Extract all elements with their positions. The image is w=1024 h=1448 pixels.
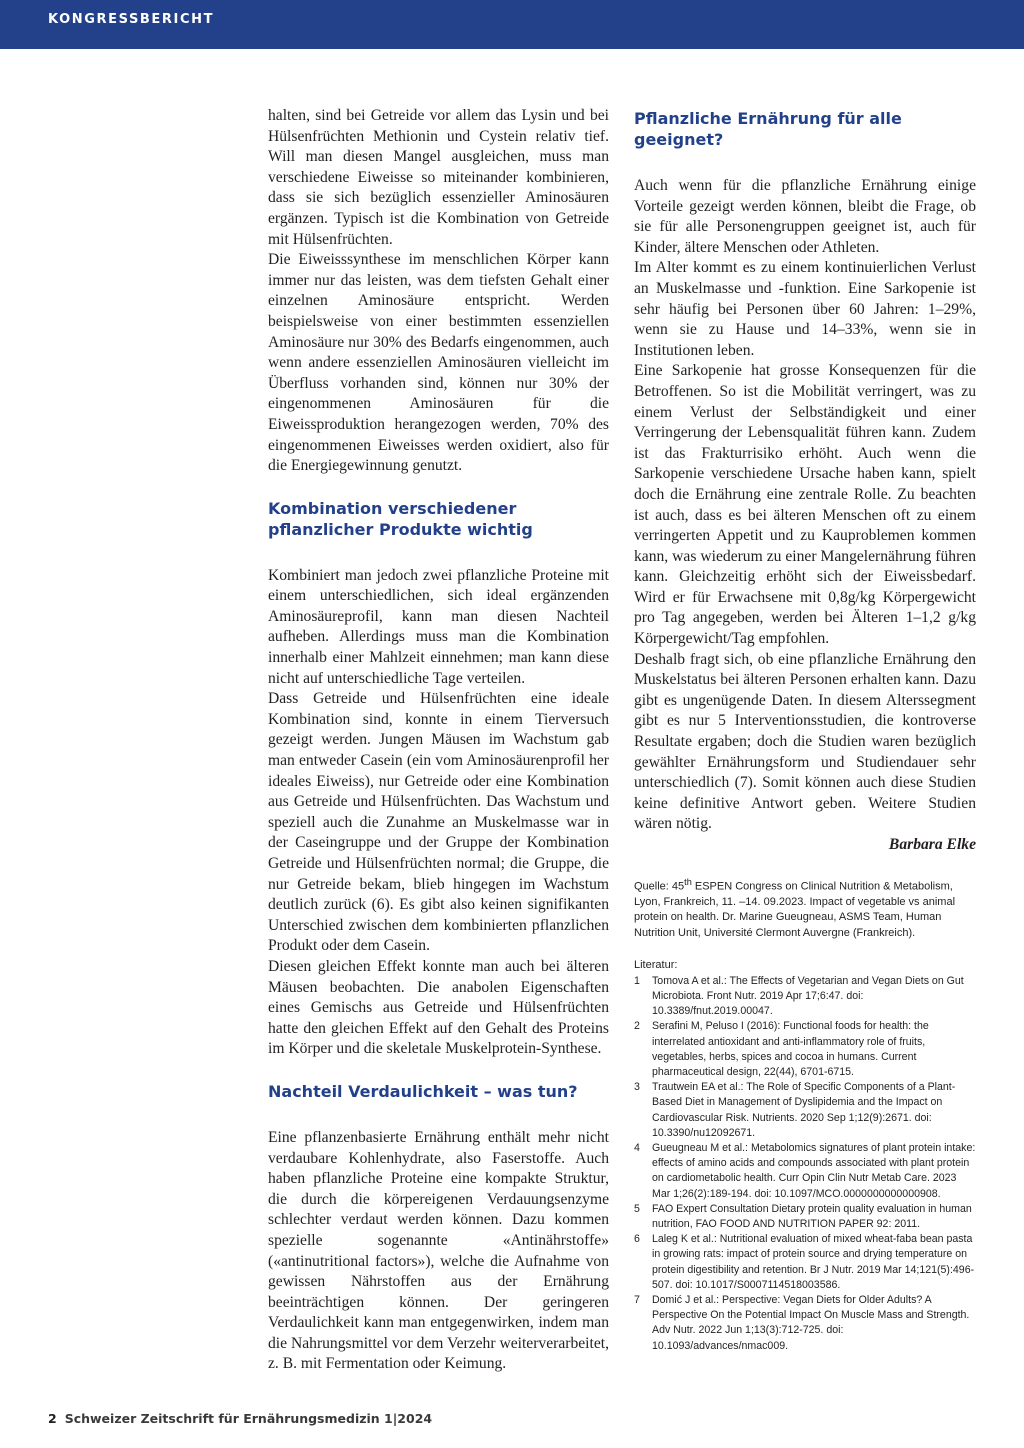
reference-text: Domić J et al.: Perspective: Vegan Diets for Older Adults? A Perspective On the Potential Impact On Muscle Mass and Strength. Adv Nutr. 2022 Jun 1;13(3):712-725. doi: 10.1093/advances/nmac009. <box>652 1294 970 1352</box>
source-prefix: Quelle: 45 <box>634 880 685 893</box>
reference-text: Serafini M, Peluso I (2016): Functional foods for health: the interrelated antioxidant and anti-inflammatory role of fruits, vegetables, herbs, spices and cocoa in humans. Current pharmaceutical design, 22(44), 6701-6715. <box>652 1020 929 1078</box>
source-text: ESPEN Congress on Clinical Nutrition & Metabolism, Lyon, Frankreich, 11. –14. 09.2023. Impact of vegetable vs animal protein on health. Dr. Marine Gueugneau, ASMS Team, Human Nutrition Unit, Université Clermont Auvergne (Frankreich). <box>634 880 956 939</box>
reference-text: Trautwein EA et al.: The Role of Specific Components of a Plant-Based Diet in Management of Dyslipidemia and the Impact on Cardiovascular Risk. Nutrients. 2020 Sep 1;12(9):2671. doi: 10.3390/nu12092671. <box>652 1081 956 1139</box>
reference-number: 7 <box>634 1294 640 1307</box>
body-paragraph: Kombiniert man jedoch zwei pflanzliche Proteine mit einem unterschiedlichen, sich ideal ergänzenden Aminosäureprofil, kann man diesen Nachteil aufheben. Allerdings muss man die Kombination innerhalb einer Mahlzeit einnehmen; man kann diese nicht auf unterschiedliche Tage verteilen. <box>268 566 609 687</box>
author-name: Barbara Elke <box>888 836 976 853</box>
body-paragraph: Dass Getreide und Hülsenfrüchten eine ideale Kombination sind, konnte in einem Tierversuch gezeigt werden. Jungen Mäusen im Wachstum gab man entweder Casein (ein vom Aminosäurenprofil her ideales Eiweiss), nur Getreide oder eine Kombination aus Getreide und Hülsenfrüchten. Das Wachstum und speziell auch die Zunahme an Muskelmasse war in der Caseingruppe und der Gruppe der Kombination Getreide und Hülsenfrüchten normal; die Gruppe, die nur Getreide bekam, blieb hingegen im Wachstum deutlich zurück (6). Es gibt also keinen signifikanten Unterschied zwischen dem kombinierten pflanzlichen Produkt oder dem Casein. <box>268 690 609 955</box>
reference-number: 3 <box>634 1081 640 1094</box>
reference-item <box>634 974 976 1020</box>
body-paragraph: Im Alter kommt es zu einem kontinuierlichen Verlust an Muskelmasse und -funktion. Eine Sarkopenie ist sehr häufig bei Personen über 60 Jahren: 1–29%, wenn sie zu Hause und 14–33%, wenn sie in Institutionen leben. <box>634 259 976 359</box>
reference-text: Laleg K et al.: Nutritional evaluation of mixed wheat-faba bean pasta in growing rats: impact of protein source and drying temperature on protein digestibility and retention. Br J Nutr. 2019 Mar 14;121(5):496-507. doi: 10.1017/S0007114518003586. <box>652 1233 975 1291</box>
header-bar <box>0 0 1024 49</box>
references-title: Literatur: <box>634 959 678 972</box>
reference-text: Gueugneau M et al.: Metabolomics signatures of plant protein intake: effects of amino acids and compounds associated with plant protein on cardiometabolic health. Curr Opin Clin Nutr Metab Care. 2023 Mar 1;26(2):189-194. doi: 10.1097/MCO.0000000000000908. <box>652 1141 976 1200</box>
reference-number: 1 <box>634 974 640 987</box>
reference-item <box>634 1019 976 1080</box>
section-heading: Pflanzliche Ernährung für alle geeignet? <box>634 109 902 149</box>
reference-text: Tomova A et al.: The Effects of Vegetarian and Vegan Diets on Gut Microbiota. Front Nutr. 2019 Apr 17;6:47. doi: 10.3389/fnut.2019.00047. <box>652 974 964 1018</box>
source-note <box>634 875 976 942</box>
journal-title: Schweizer Zeitschrift für Ernährungsmedizin 1|2024 <box>64 1411 433 1426</box>
reference-text: FAO Expert Consultation Dietary protein quality evaluation in human nutrition, FAO FOOD AND NUTRITION PAPER 92: 2011. <box>652 1202 972 1230</box>
page-number: 2 <box>48 1411 57 1426</box>
section-heading: Nachteil Verdaulichkeit – was tun? <box>268 1081 578 1101</box>
reference-item <box>634 1232 976 1293</box>
source-sup: th <box>684 876 692 887</box>
body-paragraph: halten, sind bei Getreide vor allem das Lysin und bei Hülsenfrüchten Methionin und Cystein relativ tief. Will man diesen Mangel ausgleichen, muss man verschiedene Eiweisse so miteinander kombinieren, dass sie sich bezüglich essenzieller Aminosäuren ergänzen. Typisch ist die Kombination von Getreide mit Hülsenfrüchten. <box>268 107 609 248</box>
section-label: KONGRESSBERICHT <box>48 12 215 27</box>
reference-list <box>634 974 976 1354</box>
reference-number: 6 <box>634 1233 640 1246</box>
reference-number: 4 <box>634 1141 640 1154</box>
section-heading: Kombination verschiedener pflanzlicher Produkte wichtig <box>268 498 533 539</box>
reference-number: 5 <box>634 1202 640 1215</box>
reference-item <box>634 1293 976 1354</box>
reference-item <box>634 1080 976 1141</box>
page-footer <box>48 1411 432 1426</box>
right-column <box>634 106 976 1354</box>
body-paragraph: Diesen gleichen Effekt konnte man auch bei älteren Mäusen beobachten. Die anabolen Eigenschaften eines Gemischs aus Getreide und Hülsenfrüchten hatte den gleichen Effekt auf den Gehalt des Proteins im Körper und die skeletale Muskelprotein-Synthese. <box>268 957 609 1058</box>
body-paragraph: Eine Sarkopenie hat grosse Konsequenzen für die Betroffenen. So ist die Mobilität verringert, was zu einem Verlust der Selbständigkeit und einer Verringerung der Lebensqualität führen kann. Zudem ist das Frakturrisiko erhöht. Auch wenn die Sarkopenie verschiedene Ursache haben kann, spielt doch die Ernährung eine zentrale Rolle. Zu beachten ist auch, dass es bei älteren Menschen oft zu einem verringerten Appetit und zu Kauproblemen kommen kann, was wiederum zu einer Mangelernährung führen kann. Gleichzeitig erhöht sich der Eiweissbedarf. Wird er für Erwachsene mit 0,8g/kg Körpergewicht pro Tag angegeben, werden bei Älteren 1–1,2 g/kg Körpergewicht/Tag empfohlen. <box>634 362 976 648</box>
reference-number: 2 <box>634 1020 640 1033</box>
body-paragraph: Die Eiweisssynthese im menschlichen Körper kann immer nur das leisten, was dem tiefsten Gehalt einer einzelnen Aminosäure entspricht. Werden beispielsweise von einer bestimmten essenziellen Aminosäure nur 30% des Bedarfs eingenommen, auch wenn andere essenziellen Aminosäuren vielleicht im Überfluss vorhanden sind, können nur 30% der eingenommenen Aminosäuren für die Eiweissproduktion herangezogen werden, 70% des eingenommenen Eiweisses werden oxidiert, also für die Energiegewinnung genutzt. <box>268 251 609 475</box>
reference-item <box>634 1202 976 1232</box>
left-column <box>268 106 609 1375</box>
body-paragraph: Eine pflanzenbasierte Ernährung enthält mehr nicht verdaubare Kohlenhydrate, also Faserstoffe. Auch haben pflanzliche Proteine eine kompakte Struktur, die durch die körpereigenen Verdauungsenzyme schlechter verdaut werden können. Dazu kommen spezielle sogenannte «Antinährstoffe» («antinutritional factors»), welche die Aufnahme von gewissen Nährstoffen aus der Ernährung beeinträchtigen können. Der geringeren Verdaulichkeit kann man entgegenwirken, indem man die Nahrungsmittel vor dem Verzehr weiterverarbeitet, z. B. mit Fermentation oder Keimung. <box>268 1128 609 1373</box>
reference-item <box>634 1141 976 1202</box>
body-paragraph: Deshalb fragt sich, ob eine pflanzliche Ernährung den Muskelstatus bei älteren Personen erhalten kann. Dazu gibt es ungenügende Daten. In diesem Alterssegment gibt es nur 5 Interventionsstudien, die kontroverse Resultate ergaben; doch die Studien waren bezüglich gewählter Ernährungsform und Studiendauer sehr unterschiedlich (7). Somit können auch diese Studien keine definitive Antwort geben. Weitere Studien wären nötig. <box>634 650 976 833</box>
body-paragraph: Auch wenn für die pflanzliche Ernährung einige Vorteile gezeigt werden können, bleibt die Frage, ob sie für alle Personengruppen geeignet ist, auch für Kinder, ältere Menschen oder Athleten. <box>634 177 976 256</box>
